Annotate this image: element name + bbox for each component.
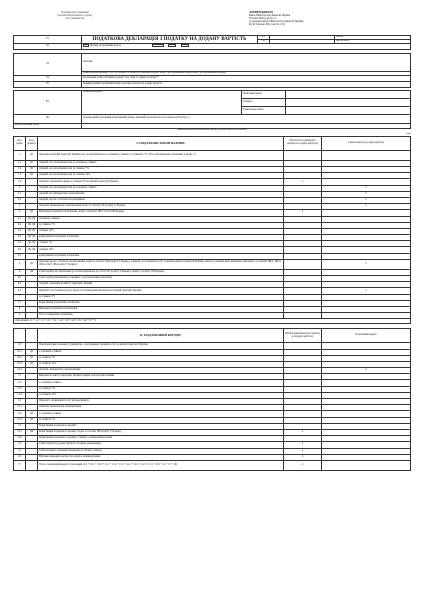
row-text: за ставкою 7%: [38, 386, 284, 392]
section1-table: [13, 136, 411, 325]
phone-label: Телефон: [242, 98, 286, 106]
period-year-box[interactable]: [152, 44, 164, 47]
payer-label: Платник: [82, 53, 102, 71]
row-text: ставкою 7%: [38, 241, 284, 247]
row-text: Сума податку нарахована до бюджету за результатами розрахунку: [38, 276, 284, 282]
period-label: Звітний (податковий) період: [89, 44, 121, 48]
row-code: 13.1: [14, 429, 26, 435]
payer-sub: (найменування/прізвище, ім'я, по батькові (за наявності) платника податку згідно з реєстраційними документами / реєстр платника податку): [82, 71, 411, 75]
row-code: 1: [14, 150, 26, 160]
approval-line: від 01 березня 2021 року № 131): [249, 23, 285, 27]
row-amount-b[interactable]: [322, 150, 411, 160]
row-appendix: Д2, Д4: [26, 222, 38, 228]
row-appendix: Д1: [26, 355, 38, 361]
row-appendix: Д1: [26, 173, 38, 179]
row-appendix: Д6: [26, 429, 38, 435]
code-04: 04: [14, 75, 82, 81]
row-amount-b[interactable]: x: [322, 204, 411, 210]
row-text: операції, що оподатковуються за основною ставкою: [38, 160, 284, 166]
row-text: Операції, що не є об'єктом оподаткування згідно із статтею 196 розділу V Кодексу, операції з постачання послуг за межами митної території України, місце постачання яких визначено відповідно до пунктів 186.2, 186.3, 186.4 статті 186 розділу V Кодексу: [38, 259, 284, 269]
row-code: 4.7: [14, 253, 26, 259]
row-text: Придбання (виготовлення, будівництво, спорудження) товарів/послуг на митній території України: [38, 343, 284, 349]
approval-header: [13, 8, 411, 35]
row-code: 11: [14, 374, 26, 380]
row-text: Операції з постачання послуг, місце постачання яких визначено на митній території України: [38, 288, 284, 294]
ipn-sub-label: Податковий номер платника податку* або серія та номер паспорта**: [83, 75, 159, 79]
row-amount-b[interactable]: x: [322, 368, 411, 374]
row-text: операції, звільнені від оподаткування: [38, 368, 284, 374]
row-code: 11.3: [14, 392, 26, 398]
row-text: з основною ставкою: [38, 380, 284, 386]
email-label: Електронна пошта: [242, 106, 286, 114]
approval-title: ЗАТВЕРДЖЕНО: [249, 10, 274, 14]
code-02: 02: [14, 43, 82, 49]
row-code: 6.1: [14, 276, 26, 282]
s2-col-b: Податковий кредит: [322, 329, 411, 343]
row-code: 7: [14, 294, 26, 300]
s2-col-a: Обсяги придбання (без податку на додану вартість): [284, 329, 322, 343]
row-code: 11.2: [14, 386, 26, 392]
s1-row: [14, 150, 411, 160]
row-code: 1.2: [14, 167, 26, 173]
row-appendix: Д1: [26, 150, 38, 160]
row-appendix: Д5: [26, 259, 38, 269]
email-field[interactable]: [286, 106, 411, 114]
row-text: Коригування податкових зобов'язань: [38, 300, 284, 306]
row-code: 15: [14, 448, 26, 454]
payer-name-field[interactable]: [102, 53, 411, 71]
row-text: ставкою 14%: [38, 228, 284, 234]
receipt-line: дата, вхідний №): [65, 17, 85, 21]
row-code: 6.3: [14, 288, 26, 294]
row-text: Операції на митній території України, що оподатковуються за основною ставкою та ставками 7% і 14%, крім випадків, зазначених в рядку 1.1: [38, 150, 284, 160]
row-code: 12.2: [14, 411, 26, 417]
row-code: 6: [14, 269, 26, 275]
row-text: за ставкою 7%: [38, 355, 284, 361]
row-code: 7.1: [14, 300, 26, 306]
row-text: Операції, звільнені від оподаткування: [38, 405, 284, 411]
row-appendix: [26, 460, 38, 470]
row-code: 1.4: [14, 179, 26, 185]
row-text: Коригування податкового кредиту згідно зі статтею 198 розділу V Кодексу: [38, 429, 284, 435]
row-code: 4.3: [14, 228, 26, 234]
row-text: операції, що оподатковуються за ставкою 7%: [38, 167, 284, 173]
row-code: 12.1: [14, 405, 26, 411]
row-code: 6.2: [14, 282, 26, 288]
row-text: Коригування податкового кредиту у зв'язку з поверненням товарів: [38, 436, 284, 442]
row-amount-b[interactable]: x: [322, 197, 411, 203]
row-amount-a[interactable]: x: [284, 448, 322, 454]
ipn-reorg-row[interactable]: [82, 81, 411, 87]
row-amount-a[interactable]: [284, 259, 322, 269]
code-05: 05: [14, 81, 82, 87]
row-appendix: Д2, Д4: [26, 235, 38, 241]
row-amount-a[interactable]: x: [284, 179, 322, 185]
row-code: 10.1: [14, 349, 26, 355]
payer-table: [13, 53, 411, 88]
approval-line: 28 січня 2016 року № 21: [249, 17, 276, 21]
postcode-field[interactable]: [286, 90, 411, 98]
row-code: 4.4: [14, 235, 26, 241]
row-appendix: Д2: [26, 210, 38, 216]
period-quarter-box[interactable]: [168, 44, 176, 47]
row-text: Операції, звільнені від оподаткування згідно зі статтею 197 розділу V Кодексу: [38, 204, 284, 210]
row-code: 10: [14, 343, 26, 349]
row-code: 10.3: [14, 361, 26, 367]
row-amount-a[interactable]: [284, 150, 322, 160]
receipt-line: (штамп контролюючого органу,: [57, 14, 93, 18]
ipn-reorg-label: Індивідуальний податковий номер платника податку на додану вартість: [83, 81, 163, 85]
row-text: Сума податку на додану вартість, сплачена (нарахована): [38, 442, 284, 448]
row-appendix: Д2, Д4: [26, 247, 38, 253]
receipt-stamp-area: [35, 11, 115, 20]
row-amount-b[interactable]: x: [322, 191, 411, 197]
row-amount-b[interactable]: x: [322, 185, 411, 191]
row-code: 16: [14, 454, 26, 460]
type-zvit-nova: Звітна нова: [335, 39, 411, 43]
code-08: 08: [14, 114, 82, 123]
code-06: 05¹: [14, 90, 82, 114]
dps-label: Контролюючий орган: [14, 123, 82, 128]
title-table: [13, 35, 411, 50]
s1-col-codes: Код додатку: [26, 136, 38, 150]
row-amount-b[interactable]: x: [322, 288, 411, 294]
row-text: з основною ставкою: [38, 411, 284, 417]
s1-col-b: Сума податку на додану вартість: [322, 136, 411, 150]
dps-sub: (найменування контролюючого органу, до якого подається звітність): [177, 127, 247, 131]
row-text: Операції з ввезення товарів за ставкою 0% на митній території України: [38, 179, 284, 185]
row-text: Ввезення на митну територію України товарів, необоротних активів: [38, 374, 284, 380]
row-text: операції з ввезення на митну територію України: [38, 282, 284, 288]
s2-col-codes: [26, 329, 38, 343]
row-code: 13.2: [14, 436, 26, 442]
row-code: 10.4: [14, 368, 26, 374]
row-code: 4.5: [14, 241, 26, 247]
row-code: 17: [14, 460, 26, 470]
row-code: 4.1: [14, 216, 26, 222]
s2-title: ІІ. ПОДАТКОВИЙ КРЕДИТ: [38, 329, 284, 343]
row-appendix: Д1: [26, 167, 38, 173]
row-appendix: Д1: [26, 349, 38, 355]
row-appendix: Д1: [26, 361, 38, 367]
s1-total-formula: сума рядків (1.1 + 1.2 + 1.3 + 2.1 + 4.1 + 4.2 + 4.3 + 4.4 + 4.5 + 4.6 + 6 + 7): [14, 319, 411, 324]
type-zvit: Звітна: [335, 36, 411, 40]
row-text: ставкою 14%: [38, 247, 284, 253]
phone-field[interactable]: [286, 98, 411, 106]
row-appendix: Д5: [26, 417, 38, 423]
row-text: коригування податкових зобов'язань: [38, 235, 284, 241]
row-appendix: Д2, Д4: [26, 216, 38, 222]
row-text: за ставкою 7%: [38, 417, 284, 423]
row-text: Сума від'ємного значення попереднього звітного періоду: [38, 448, 284, 454]
reporting-period-row[interactable]: [82, 43, 411, 49]
approval-line: Наказ Міністерства фінансів України: [249, 14, 291, 18]
row-text: основною ставкою: [38, 216, 284, 222]
row-code: 10.2: [14, 355, 26, 361]
row-code: 4.6: [14, 247, 26, 253]
row-text: за ставкою 7%: [38, 222, 284, 228]
row-text: коригування податкових зобов'язань: [38, 253, 284, 259]
row-amount-a[interactable]: x: [284, 210, 322, 216]
s1-col-rownum: Код рядка: [14, 136, 26, 150]
row-code: 12.3: [14, 417, 26, 423]
row-text: Від'ємне значення податку, що підлягає відшкодуванню: [38, 454, 284, 460]
approval-block: [249, 11, 369, 26]
row-text: Нараховані податкові зобов'язання: [38, 306, 284, 312]
row-text: Коригування податкового кредиту: [38, 423, 284, 429]
row-amount-b[interactable]: [322, 460, 411, 470]
row-code: 1.3: [14, 173, 26, 179]
units-label: (грн): [405, 131, 411, 135]
row-amount-a[interactable]: x: [284, 454, 322, 460]
row-text: за ставкою 14%: [38, 361, 284, 367]
row-code: 12: [14, 399, 26, 405]
row-text: за ставкою 14%: [38, 392, 284, 398]
row-text: Нараховані податкові зобов'язання, згідно з пунктом 198.5 статті 198 Кодексу: [38, 210, 284, 216]
row-code: 4.2: [14, 222, 26, 228]
code-08-row[interactable]: [82, 114, 411, 123]
row-appendix: Д2, Д4: [26, 228, 38, 234]
address-table: [13, 90, 411, 129]
period-month-box[interactable]: [181, 44, 189, 47]
row-text: Операції з отримання послуг від нерезидента: [38, 399, 284, 405]
s1-row: [14, 259, 411, 269]
address-label: Податкова адреса: [83, 90, 103, 93]
s2-col-rownum: [14, 329, 26, 343]
row-text: за ставкою 7%: [38, 294, 284, 300]
address-field[interactable]: [82, 90, 242, 114]
row-code: 9: [14, 313, 26, 319]
row-code: 14: [14, 442, 26, 448]
row-appendix: Д5: [26, 411, 38, 417]
row-text: операції, що не є об'єктом оподаткування: [38, 197, 284, 203]
row-code: 11.1: [14, 380, 26, 386]
row-code: 13: [14, 423, 26, 429]
row-amount-b[interactable]: x: [322, 259, 411, 269]
document-title: ПОДАТКОВА ДЕКЛАРАЦІЯ З ПОДАТКУ НА ДОДАНУ ВАРТІСТЬ: [82, 36, 258, 44]
row-text: з основною ставкою: [38, 349, 284, 355]
code-08-text: (Спеціальний податковий (спеціальний) номер, виданий для контролю за податком на Реєстрі...): [83, 116, 190, 120]
row-code: 2.2: [14, 197, 26, 203]
row-text: операції, що звільнені від оподаткування: [38, 191, 284, 197]
s2-row: [14, 460, 411, 470]
row-code: 4: [14, 210, 26, 216]
row-code: 2: [14, 185, 26, 191]
row-text: Усього податкових зобов'язань: [38, 313, 284, 319]
section2-table: [13, 328, 411, 471]
row-text: операції, що оподатковуються за основною ставкою: [38, 185, 284, 191]
type-box-02[interactable]: 02: [258, 39, 270, 43]
row-appendix: Д1: [26, 160, 38, 166]
postcode-label: Поштовий індекс: [242, 90, 286, 98]
code-03: 03: [14, 53, 82, 75]
row-appendix: Д2, Д4: [26, 241, 38, 247]
row-code: 1.1: [14, 160, 26, 166]
row-code: 8: [14, 306, 26, 312]
row-text: Сума податку, що нарахована до сплати відповідно до статті 197 розділу V Кодексу, пункту 2 розділу XX Кодексу: [38, 269, 284, 275]
row-text: Усього податковий кредит (сума рядків 10.1 + 10.2 + 10.3 + 11.1 + 11.2 + 11.3 + 12.1 + 12.2 + 12.3 + 13.1 + 13.2 + 14 + 15 + 16): [38, 460, 284, 470]
row-code: 5: [14, 259, 26, 269]
row-text: операції, що оподатковуються за ставкою 14%: [38, 173, 284, 179]
receipt-line: Позначка про отримання: [61, 11, 89, 14]
row-amount-a[interactable]: x: [284, 460, 322, 470]
row-amount-a[interactable]: x: [284, 429, 322, 435]
row-code: 2.1: [14, 191, 26, 197]
row-appendix: Д2: [26, 269, 38, 275]
row-amount-a[interactable]: x: [284, 442, 322, 448]
approval-line: (у редакції наказу Міністерства фінансів України: [249, 20, 304, 24]
s1-title: І. ПОДАТКОВІ ЗОБОВ'ЯЗАННЯ: [38, 136, 284, 150]
row-code: 3: [14, 204, 26, 210]
s1-col-a: Обсяги постачання (без податку на додану вартість): [284, 136, 322, 150]
code-01: 01: [14, 36, 82, 44]
type-box-01[interactable]: 01: [258, 36, 270, 40]
